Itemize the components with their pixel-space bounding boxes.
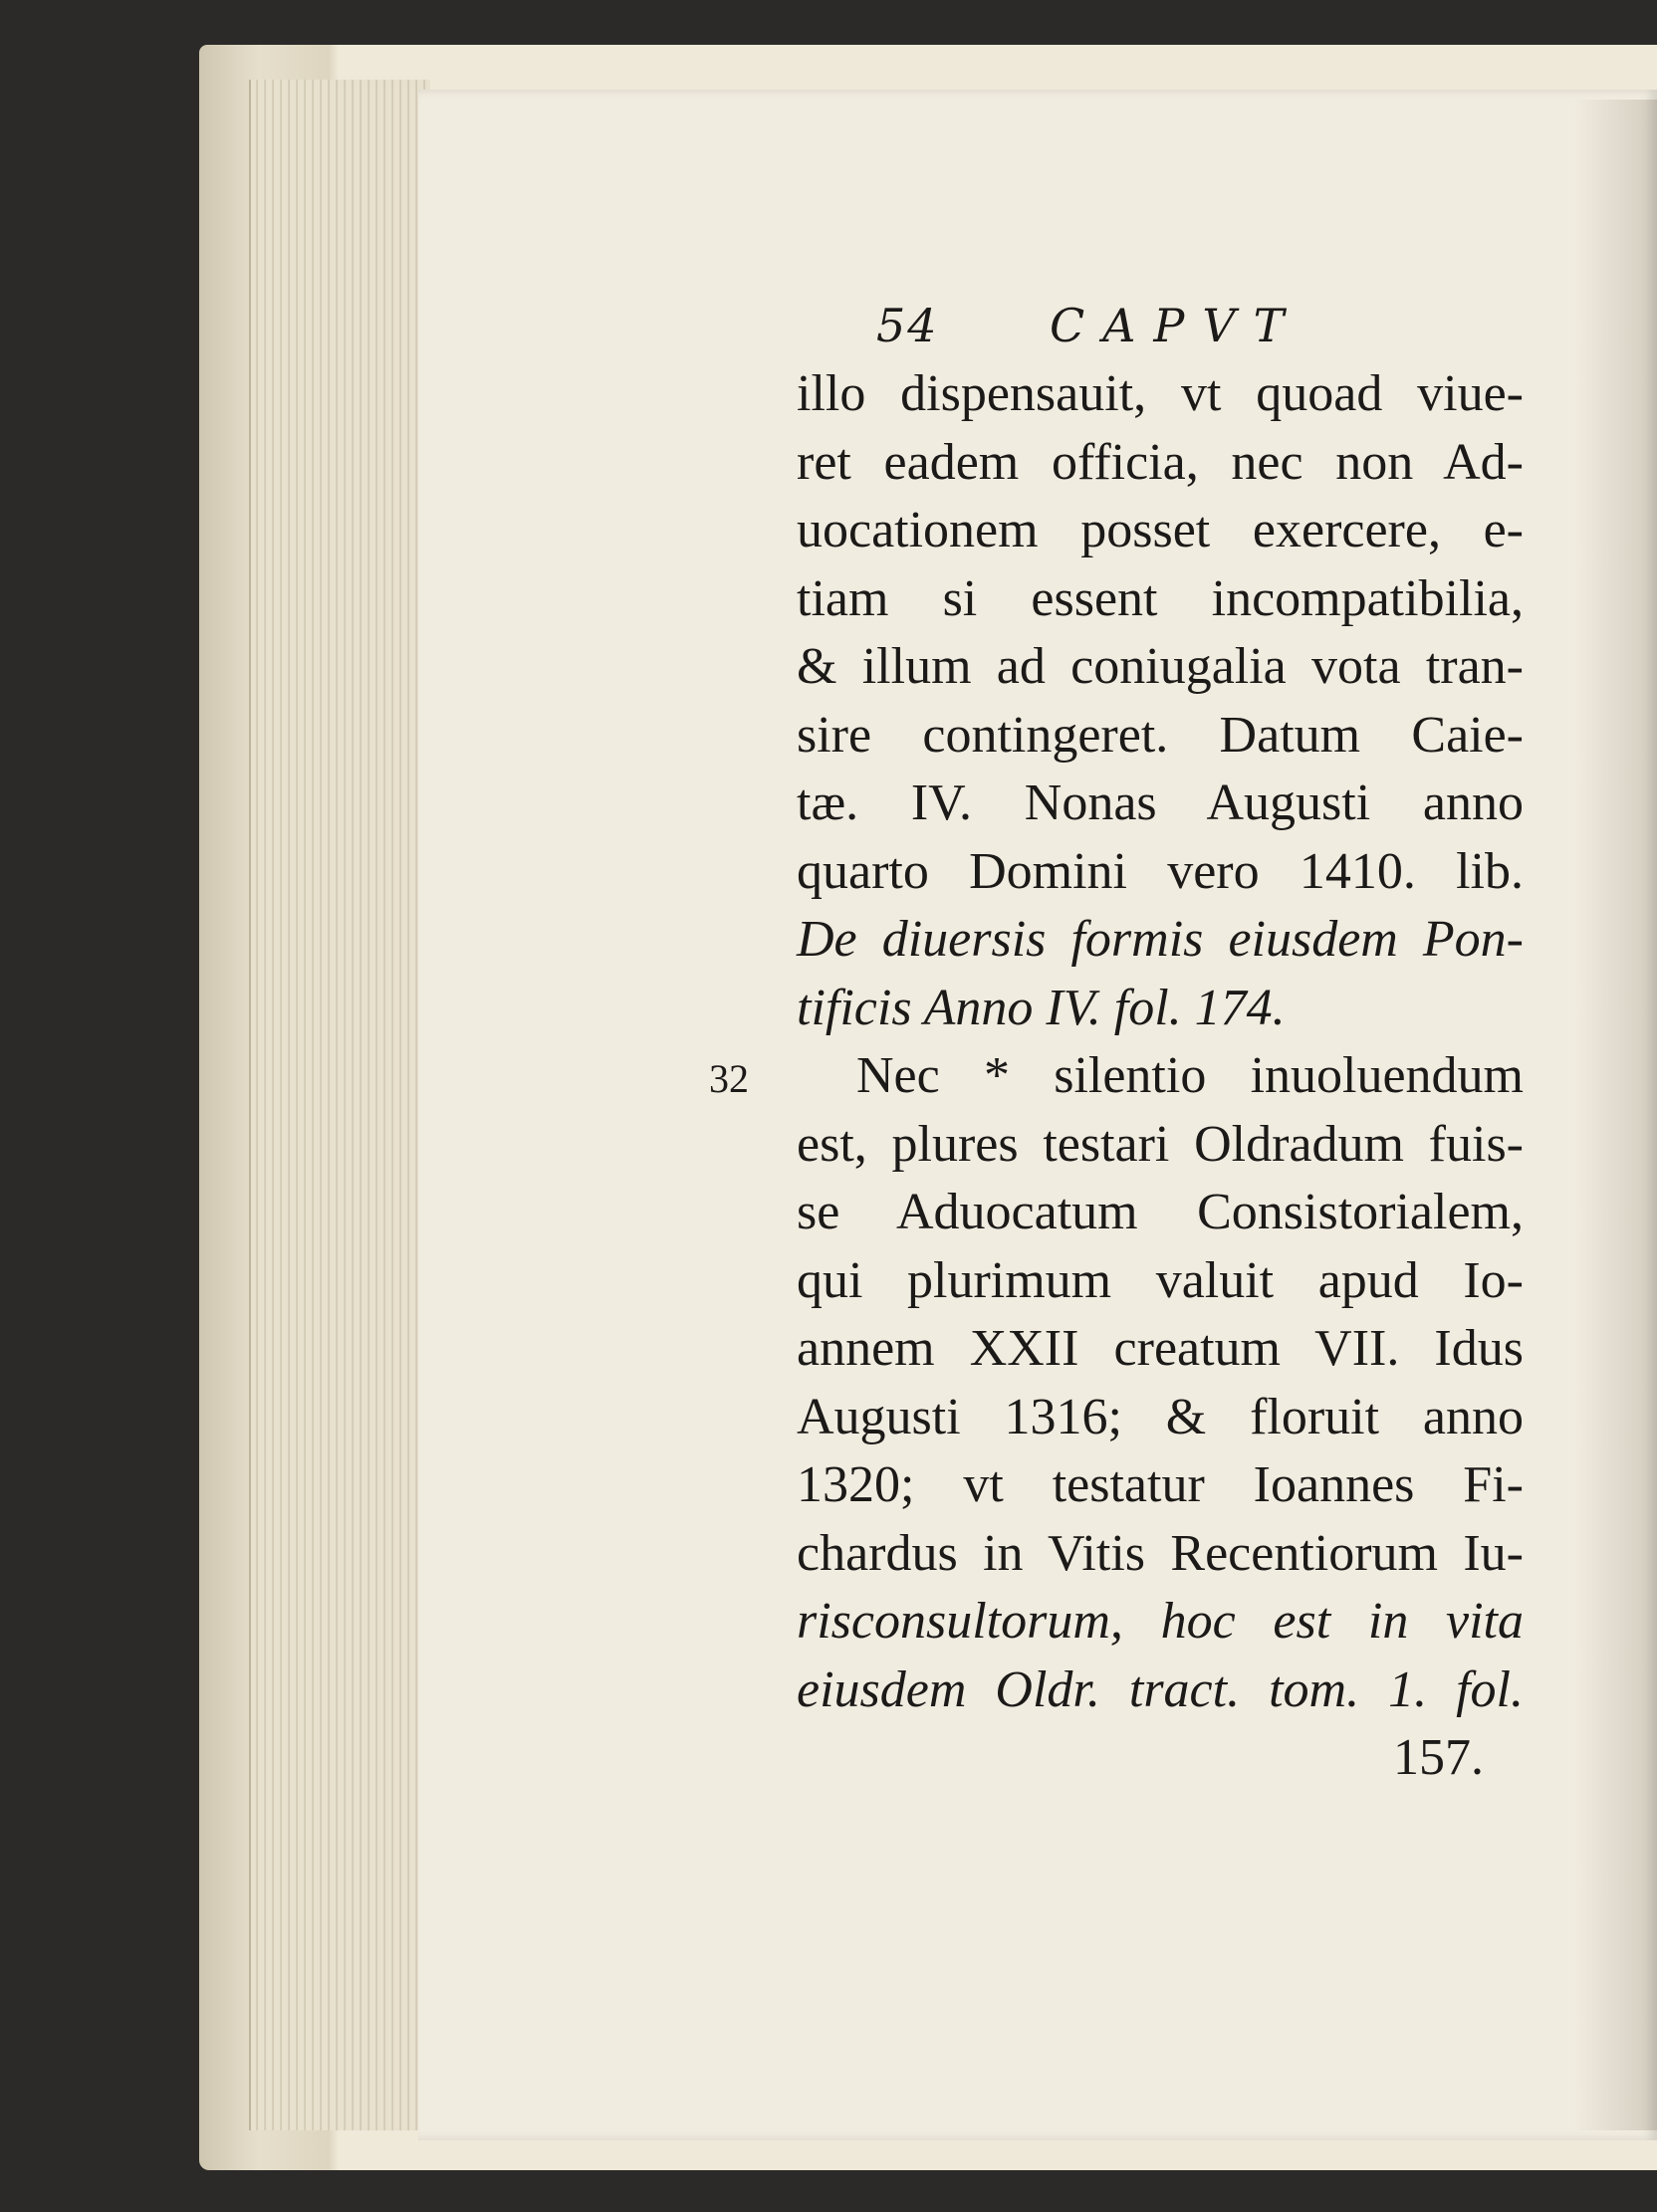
running-head bbox=[797, 299, 1524, 360]
text-line: est, plures testari Oldradum fuis- bbox=[797, 1115, 1524, 1173]
text-line: quarto Domini vero 1410. lib. bbox=[797, 842, 1524, 900]
page-text-block bbox=[797, 299, 1524, 1793]
running-title: CAPVT bbox=[1050, 299, 1302, 352]
text-line-citation: tificis Anno IV. fol. 174. bbox=[797, 979, 1286, 1036]
text-line-citation: De diuersis formis eiusdem Pon- bbox=[797, 911, 1524, 968]
text-line: tæ. IV. Nonas Augusti anno bbox=[797, 774, 1524, 831]
text-line: & illum ad coniugalia vota tran- bbox=[797, 638, 1524, 695]
text-line: qui plurimum valuit apud Io- bbox=[797, 1251, 1524, 1309]
text-line: 1320; vt testatur Ioannes Fi- bbox=[797, 1456, 1524, 1513]
text-line: se Aduocatum Consistorialem, bbox=[797, 1184, 1524, 1240]
text-line: sire contingeret. Datum Caie- bbox=[797, 706, 1524, 764]
text-line: illo dispensauit, vt quoad viue- bbox=[797, 365, 1524, 422]
page-edges bbox=[249, 80, 430, 2130]
text-line-citation: risconsultorum, hoc est in vita bbox=[797, 1593, 1524, 1650]
page-gutter-shadow bbox=[1573, 100, 1657, 2130]
text-line: annem XXII creatum VII. Idus bbox=[797, 1320, 1524, 1377]
text-line: uocationem posset exercere, e- bbox=[797, 502, 1524, 558]
text-line-citation: eiusdem Oldr. tract. tom. 1. fol. bbox=[797, 1660, 1524, 1718]
text-line-end: 157. bbox=[1393, 1729, 1484, 1786]
text-line: Augusti 1316; & floruit anno bbox=[797, 1388, 1524, 1445]
page-number: 54 bbox=[876, 299, 939, 352]
text-line: ret eadem officia, nec non Ad- bbox=[797, 433, 1524, 491]
text-line: chardus in Vitis Recentiorum Iu- bbox=[797, 1524, 1524, 1582]
text-line: Nec * silentio inuoluendum bbox=[856, 1047, 1524, 1104]
margin-paragraph-number: 32 bbox=[709, 1056, 749, 1101]
text-line: tiam si essent incompatibilia, bbox=[797, 569, 1524, 627]
